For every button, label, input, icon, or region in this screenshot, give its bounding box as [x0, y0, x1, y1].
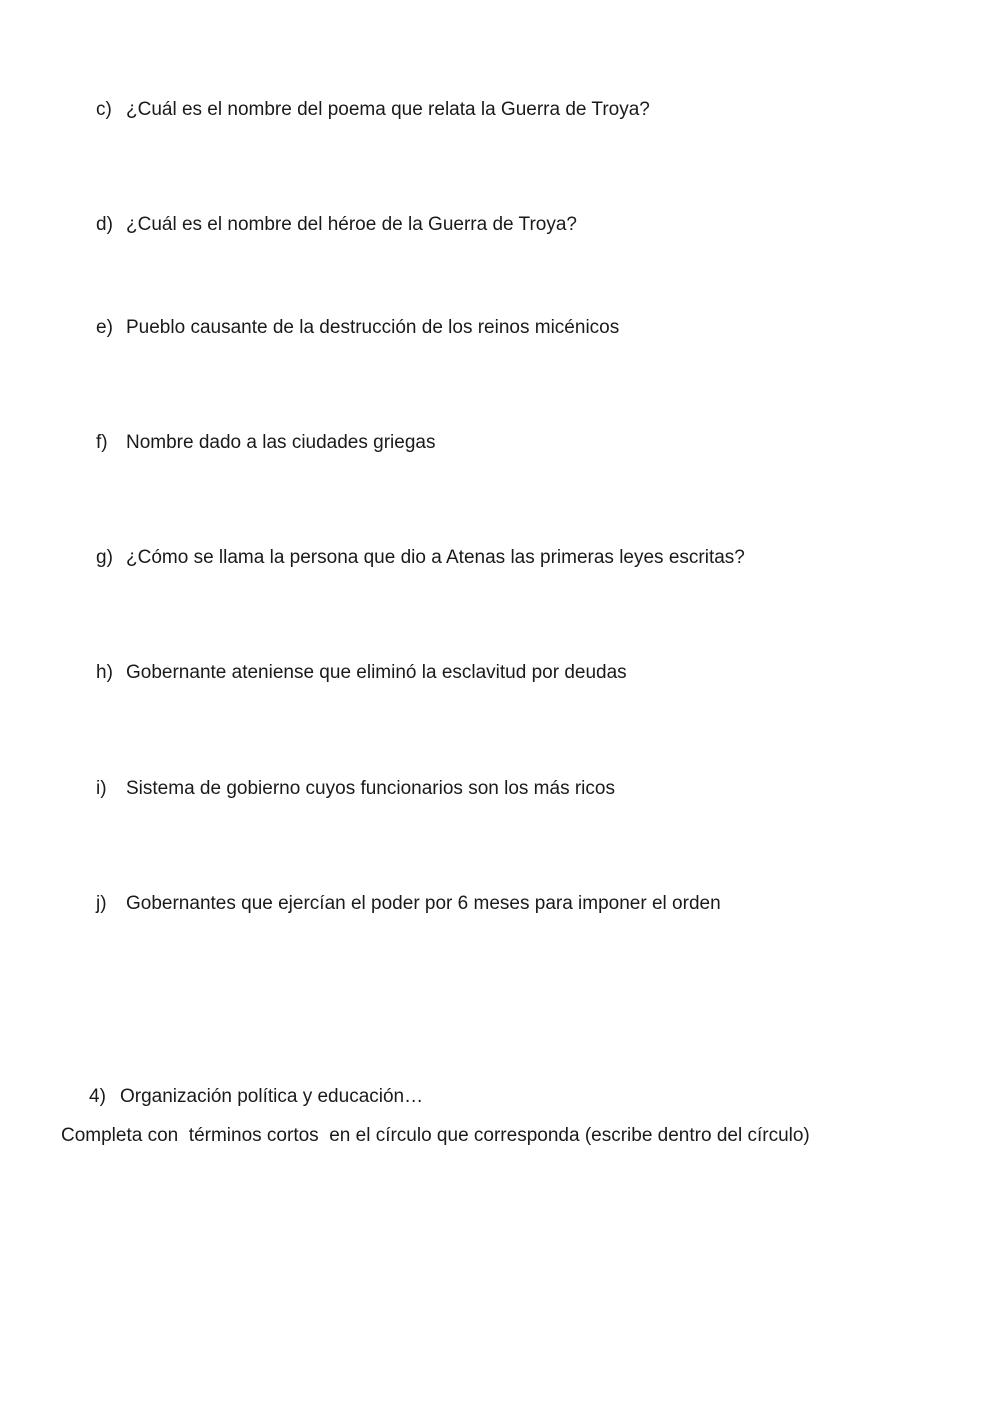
question-h: [96, 662, 627, 684]
question-text: Gobernantes que ejercían el poder por 6 meses para imponer el orden: [126, 893, 721, 914]
question-text: Nombre dado a las ciudades griegas: [126, 432, 436, 453]
question-text: ¿Cómo se llama la persona que dio a Atenas las primeras leyes escritas?: [126, 547, 745, 568]
question-g: [96, 547, 745, 569]
question-c: [96, 99, 650, 121]
question-text: Sistema de gobierno cuyos funcionarios son los más ricos: [126, 778, 615, 799]
question-text: ¿Cuál es el nombre del poema que relata la Guerra de Troya?: [126, 99, 650, 120]
section-heading: [89, 1086, 423, 1108]
question-f: [96, 432, 435, 454]
question-i: [96, 778, 615, 800]
question-letter: f): [96, 432, 108, 453]
question-j: [96, 893, 721, 915]
question-text: ¿Cuál es el nombre del héroe de la Guerra de Troya?: [126, 214, 577, 235]
question-letter: g): [96, 547, 113, 568]
question-letter: c): [96, 99, 112, 120]
question-text: Pueblo causante de la destrucción de los reinos micénicos: [126, 317, 620, 338]
question-letter: j): [96, 893, 107, 914]
section-number: 4): [89, 1086, 106, 1107]
question-d: [96, 214, 577, 236]
section-instruction: Completa con términos cortos en el círculo que corresponda (escribe dentro del círculo): [61, 1125, 810, 1146]
question-letter: i): [96, 778, 107, 799]
question-letter: h): [96, 662, 113, 683]
question-e: [96, 317, 619, 339]
question-text: Gobernante ateniense que eliminó la esclavitud por deudas: [126, 662, 627, 683]
section-title: Organización política y educación…: [120, 1086, 424, 1107]
question-letter: e): [96, 317, 113, 338]
question-letter: d): [96, 214, 113, 235]
